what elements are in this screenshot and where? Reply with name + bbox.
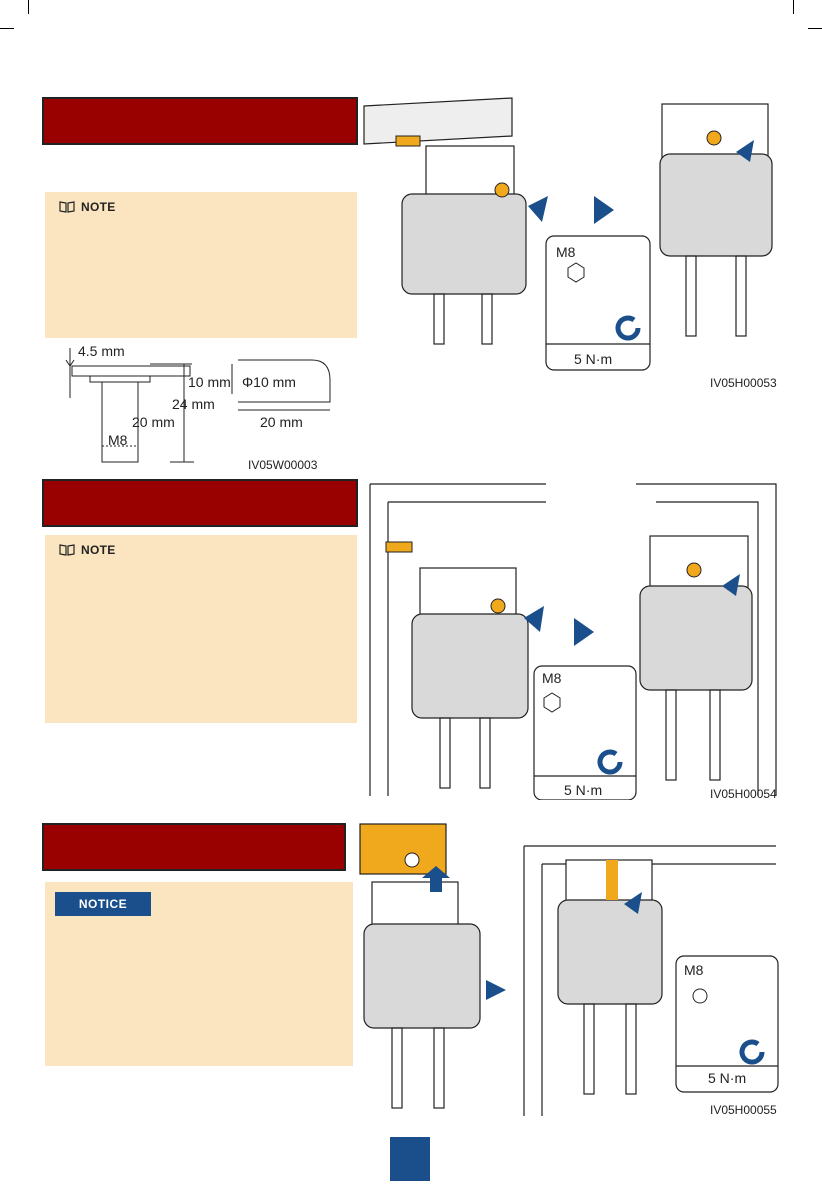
section2-note [45, 535, 357, 723]
section1-illustration [362, 96, 792, 386]
section2-illustration [366, 476, 786, 800]
note-heading [59, 543, 116, 557]
torque: 5 N·m [574, 351, 613, 367]
section1-banner [42, 97, 358, 145]
torque: 5 N·m [564, 782, 603, 798]
crop-mark [28, 0, 29, 14]
crop-mark [808, 28, 822, 29]
crop-mark [0, 28, 14, 29]
figure-code: IV05H00055 [710, 1103, 777, 1117]
dim-shank: 20 mm [132, 414, 175, 430]
torque: 5 N·m [708, 1070, 747, 1086]
dim-head: 4.5 mm [78, 343, 125, 359]
figure-code: IV05H00054 [710, 787, 777, 801]
note-label: NOTE [81, 543, 116, 557]
figure-code: IV05W00003 [248, 458, 318, 472]
section3-notice [45, 882, 353, 1066]
dim-diameter: Φ10 mm [242, 374, 296, 390]
section2-banner [42, 479, 358, 527]
dim-bolt: M8 [108, 432, 128, 448]
dim-hole: 20 mm [260, 414, 303, 430]
section1-note [45, 192, 357, 338]
bolt-size: M8 [542, 670, 562, 686]
book-icon [59, 544, 75, 556]
page-number-box [390, 1137, 430, 1181]
bolt-size: M8 [684, 962, 704, 978]
dim-neck: 10 mm [188, 374, 231, 390]
crop-mark [793, 0, 794, 14]
note-heading [59, 200, 116, 214]
bolt-size: M8 [556, 244, 576, 260]
section3-banner [42, 823, 346, 871]
dim-total: 24 mm [172, 396, 215, 412]
book-icon [59, 201, 75, 213]
figure-code: IV05H00053 [710, 376, 777, 390]
note-label: NOTE [81, 200, 116, 214]
notice-badge: NOTICE [55, 892, 151, 916]
